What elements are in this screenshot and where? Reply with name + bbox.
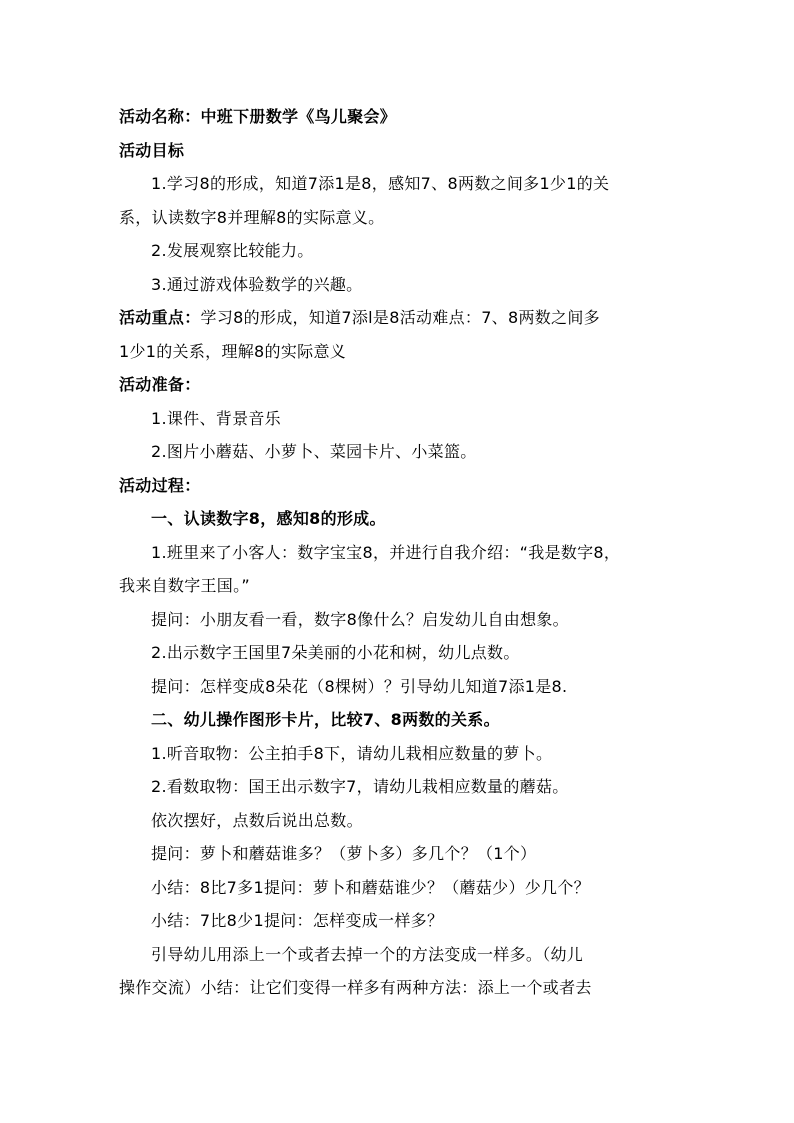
preparation-1: 1.课件、背景音乐	[151, 408, 281, 428]
key-points-line-2: 1少1的关系，理解8的实际意义	[119, 341, 347, 361]
process-instruction: 依次摆好，点数后说出总数。	[151, 810, 363, 830]
process-summary-1: 小结：8比7多1提问：萝卜和蘑菇谁少？（蘑菇少）少几个？	[151, 877, 590, 897]
process-question-2: 提问：怎样变成8朵花（8棵树）？引导幼儿知道7添1是8.	[151, 676, 568, 696]
key-points-line-1	[119, 301, 679, 335]
process-guide-line-1: 引导幼儿用添上一个或者去掉一个的方法变成一样多。（幼儿	[151, 944, 584, 964]
process-guide-line-2: 操作交流）小结：让它们变得一样多有两种方法：添上一个或者去	[119, 978, 592, 997]
process-step-3: 1.听音取物：公主拍手8下，请幼儿栽相应数量的萝卜。	[151, 743, 553, 763]
process-step-1-line-1: 1.班里来了小客人：数字宝宝8，并进行自我介绍：“我是数字8，	[151, 542, 621, 562]
process-question-3: 提问：萝卜和蘑菇谁多？（萝卜多）多几个？（1个）	[151, 844, 537, 863]
process-step-2: 2.出示数字王国里7朵美丽的小花和树，幼儿点数。	[151, 643, 520, 662]
process-step-4: 2.看数取物：国王出示数字7，请幼儿栽相应数量的蘑菇。	[151, 777, 569, 796]
objective-3: 3.通过游戏体验数学的兴趣。	[151, 274, 363, 294]
key-points-text: 学习8的形成，知道7添l是8活动难点：7、8两数之间多	[200, 308, 600, 327]
objective-2: 2.发展观察比较能力。	[151, 241, 314, 260]
objective-1-line-2: 系，认读数字8并理解8的实际意义。	[119, 207, 385, 227]
process-question-1: 提问：小朋友看一看，数字8像什么？启发幼儿自由想象。	[151, 609, 569, 629]
process-part-1-heading: 一、认读数字8，感知8的形成。	[151, 509, 386, 528]
key-points-label: 活动重点：	[119, 308, 201, 327]
activity-title: 活动名称：中班下册数学《鸟儿聚会》	[119, 107, 397, 126]
section-preparation-heading: 活动准备：	[119, 375, 201, 394]
section-objectives-heading: 活动目标	[119, 140, 185, 160]
objective-1-line-1: 1.学习8的形成，知道7添1是8，感知7、8两数之间多1少1的关	[151, 174, 610, 193]
section-process-heading: 活动过程：	[119, 475, 201, 495]
process-summary-2: 小结：7比8少1提问：怎样变成一样多？	[151, 911, 444, 930]
process-step-1-line-2: 我来自数字王国。”	[119, 576, 250, 595]
document-body	[119, 100, 679, 1005]
process-part-2-heading: 二、幼儿操作图形卡片，比较7、8两数的关系。	[151, 710, 500, 729]
preparation-2: 2.图片小蘑菇、小萝卜、菜园卡片、小菜篮。	[151, 442, 477, 461]
